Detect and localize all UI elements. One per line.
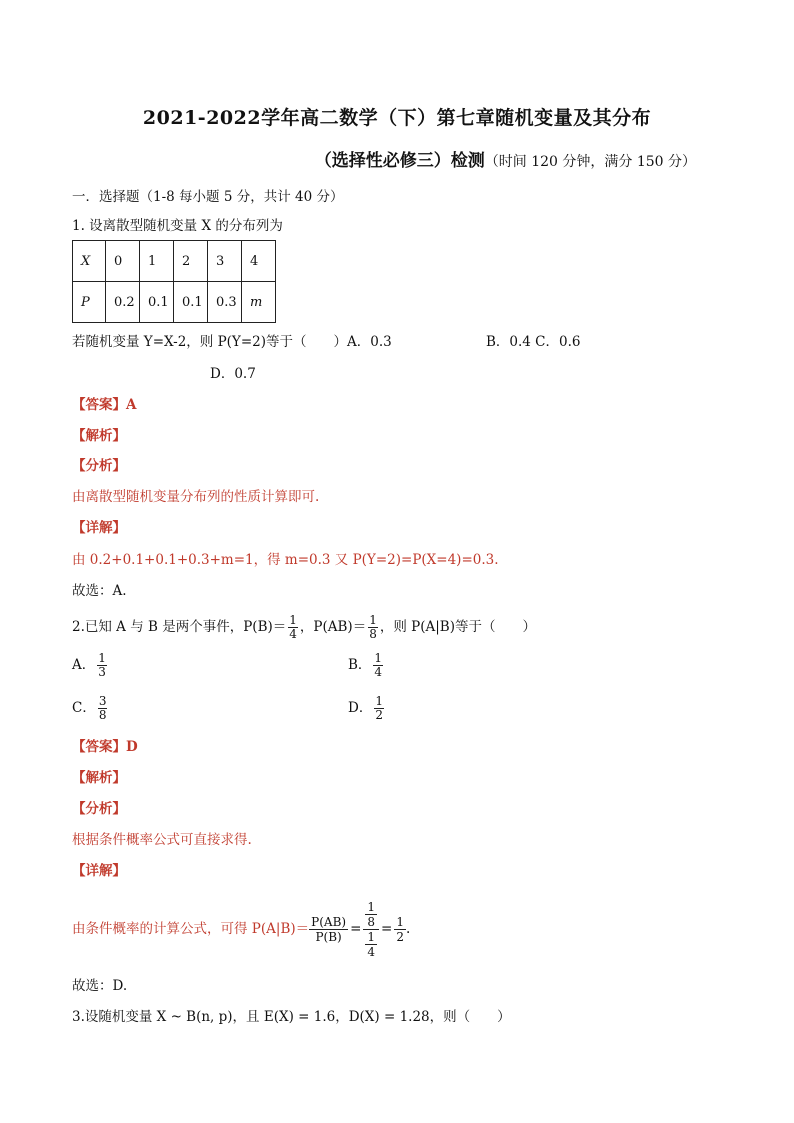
fraction <box>394 915 406 944</box>
q2-stem-part: ，则 P(A|B)等于（ ） <box>379 619 536 635</box>
fraction-numerator: 1 <box>374 651 383 665</box>
table-cell: X <box>73 241 106 282</box>
q1-fenxi-label: 【分析】 <box>72 458 126 474</box>
fraction-denominator: 4 <box>374 665 383 679</box>
fraction-denominator: 8 <box>98 708 107 722</box>
fraction-denominator: 4 <box>367 944 376 959</box>
q2-fenxi-text: 根据条件概率公式可直接求得. <box>72 832 252 848</box>
table-cell: 0.3 <box>208 282 242 323</box>
fraction <box>365 930 377 959</box>
fraction <box>309 915 348 944</box>
q1-jiexi-label: 【解析】 <box>72 428 126 444</box>
fraction-denominator: 3 <box>98 665 106 679</box>
fraction-numerator: 1 <box>396 914 404 929</box>
fraction-numerator: 1 <box>375 694 383 708</box>
q2-stem-part: 2.已知 A 与 B 是两个事件，P(B)＝ <box>72 619 287 635</box>
fraction-numerator: 1 <box>98 651 106 665</box>
fraction-numerator: 1 <box>369 613 377 627</box>
table-cell: 0.1 <box>174 282 208 323</box>
option-label: D． <box>348 700 373 716</box>
fraction-numerator: 1 <box>289 613 297 627</box>
fraction-numerator: 1 <box>367 899 376 914</box>
fraction-denominator: 8 <box>369 627 377 641</box>
fraction-denominator: 4 <box>289 627 297 641</box>
table-cell: 4 <box>242 241 276 282</box>
q1-detail: 由 0.2+0.1+0.1+0.3+m=1，得 m=0.3 又 P(Y=2)=P(X=4)=0.3. <box>72 552 499 568</box>
subtitle-main: （选择性必修三）检测 <box>314 151 485 171</box>
q1-choose: 故选：A. <box>72 583 127 599</box>
table-cell: 3 <box>208 241 242 282</box>
table-cell: 1 <box>140 241 174 282</box>
q2-xiangjie-label: 【详解】 <box>72 863 126 879</box>
table-cell: 0 <box>106 241 140 282</box>
fraction <box>98 695 108 722</box>
q2-jiexi-label: 【解析】 <box>72 770 126 786</box>
table-cell: 0.1 <box>140 282 174 323</box>
q1-option-d: D．0.7 <box>210 366 256 382</box>
table-cell: P <box>73 282 106 323</box>
fraction-denominator <box>363 930 379 959</box>
section-heading: 一．选择题（1-8 每小题 5 分，共计 40 分） <box>72 189 344 205</box>
fraction-numerator: 1 <box>367 929 376 944</box>
period: . <box>405 921 411 937</box>
fraction-denominator: P(B) <box>315 929 342 944</box>
q2-stem-part: ，P(AB)＝ <box>299 619 367 635</box>
q2-option-d <box>348 695 386 722</box>
fraction-numerator <box>363 900 379 930</box>
document-title: 2021-2022学年高二数学（下）第七章随机变量及其分布 <box>142 107 652 129</box>
q2-stem <box>72 612 536 642</box>
fraction-denominator: 2 <box>375 708 383 722</box>
distribution-table <box>72 240 276 323</box>
compound-fraction <box>363 900 379 959</box>
detail-text: 由条件概率的计算公式，可得 P(A|B)＝ <box>72 921 310 937</box>
q2-answer: 【答案】D <box>72 739 138 755</box>
fraction-numerator: P(AB) <box>311 914 347 929</box>
fraction <box>365 900 377 929</box>
fraction <box>373 652 383 679</box>
option-label: C． <box>72 700 96 716</box>
q2-option-b <box>348 652 385 679</box>
q1-answer: 【答案】A <box>72 397 137 413</box>
option-label: B． <box>348 657 372 673</box>
table-row <box>73 241 276 282</box>
q2-fenxi-label: 【分析】 <box>72 801 126 817</box>
fraction-numerator: 3 <box>98 694 107 708</box>
subtitle-note: （时间 120 分钟，满分 150 分） <box>484 154 696 170</box>
q1-fenxi-text: 由离散型随机变量分布列的性质计算即可. <box>72 489 320 505</box>
fraction-denominator: 8 <box>367 914 376 929</box>
q2-option-a <box>72 652 109 679</box>
fraction <box>97 652 107 679</box>
q1-stem: 1. 设离散型随机变量 X 的分布列为 <box>72 218 283 234</box>
fraction <box>368 614 378 641</box>
q1-condition: 若随机变量 Y=X-2，则 P(Y=2)等于（ ）A．0.3 <box>72 334 392 350</box>
option-label: A． <box>72 657 96 673</box>
q1-options-bc: B．0.4 C．0.6 <box>486 334 581 350</box>
q2-detail <box>72 894 410 964</box>
fraction <box>288 614 298 641</box>
q3-stem: 3.设随机变量 X ~ B(n, p)，且 E(X) = 1.6，D(X) = 1.28，则（ ） <box>72 1009 511 1025</box>
q2-choose: 故选：D. <box>72 978 128 994</box>
fraction-denominator: 2 <box>396 929 404 944</box>
equals-sign: = <box>350 921 362 937</box>
q1-xiangjie-label: 【详解】 <box>72 520 126 536</box>
fraction <box>374 695 384 722</box>
table-cell: m <box>242 282 276 323</box>
table-cell: 2 <box>174 241 208 282</box>
equals-sign: = <box>381 921 393 937</box>
document-subtitle <box>315 146 696 171</box>
q2-option-c <box>72 695 109 722</box>
table-row <box>73 282 276 323</box>
table-cell: 0.2 <box>106 282 140 323</box>
